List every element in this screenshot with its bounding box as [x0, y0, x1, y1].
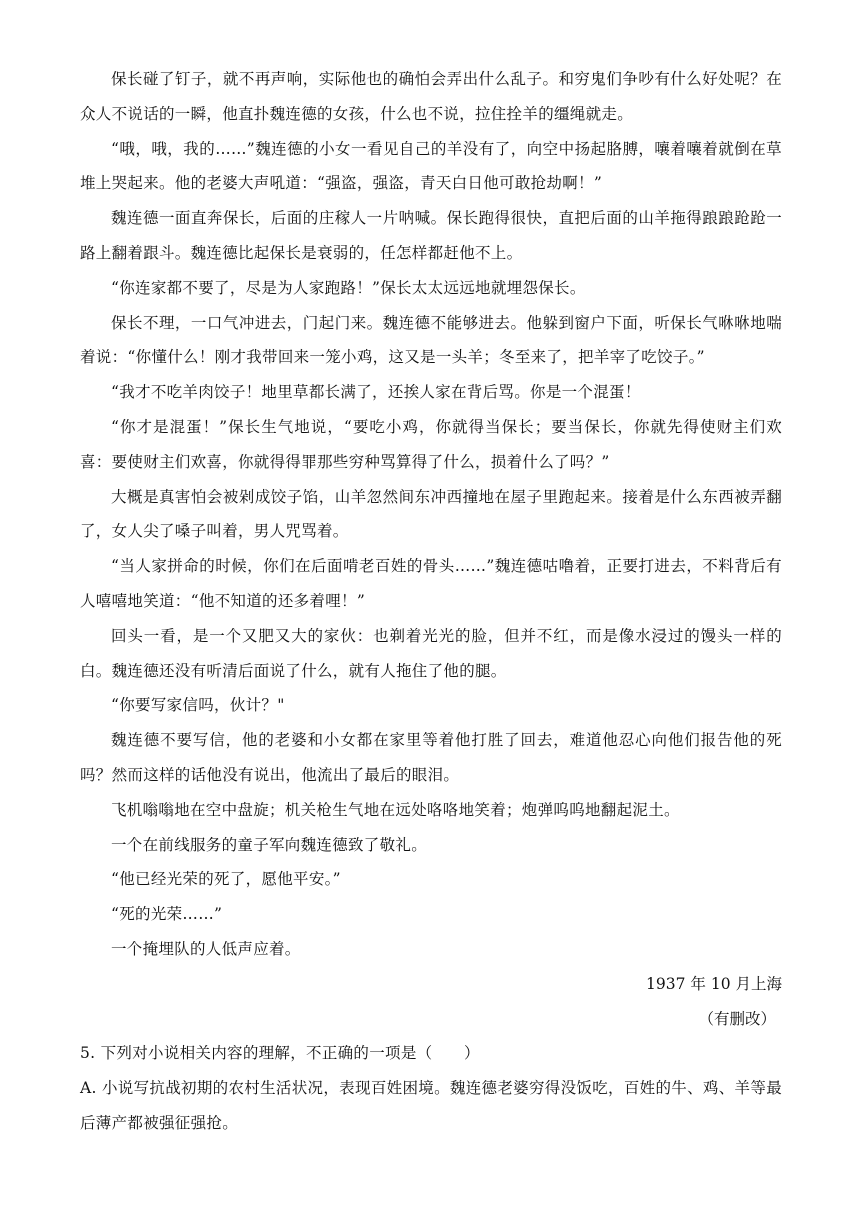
- document-page: [80, 62, 782, 1141]
- story-body: [80, 62, 782, 1036]
- paragraph-15: “他已经光荣的死了，愿他平安。”: [111, 870, 341, 889]
- paragraph-11: “你要写家信吗，伙计？": [111, 696, 285, 715]
- paragraph-8: 大概是真害怕会被剁成饺子馅，山羊忽然间东冲西撞地在屋子里跑起来。接着是什么东西被弄翻了，女人尖了嗓子叫着，男人咒骂着。: [80, 487, 782, 541]
- date-line: 1937 年 10 月上海: [646, 974, 782, 993]
- abridged-note: （有删改）: [698, 1009, 776, 1028]
- paragraph-7: “你才是混蛋！”保长生气地说，“要吃小鸡，你就得当保长；要当保长，你就先得使财主们欢喜：要使财主们欢喜，你就得得罪那些穷种骂算得了什么，损着什么了吗？”: [80, 417, 782, 471]
- paragraph-3: 魏连德一面直奔保长，后面的庄稼人一片呐喊。保长跑得很快，直把后面的山羊拖得踉踉跄跄一路上翻着跟斗。魏连德比起保长是衰弱的，任怎样都赶他不上。: [80, 209, 782, 262]
- question-stem: 5. 下列对小说相关内容的理解，不正确的一项是（ ）: [80, 1044, 480, 1063]
- paragraph-5: 保长不理，一口气冲进去，门起门来。魏连德不能够进去。他躲到窗户下面，听保长气咻咻地喘着说：“你懂什么！刚才我带回来一笼小鸡，这又是一头羊；冬至来了，把羊宰了吃饺子。”: [80, 313, 782, 367]
- paragraph-13: 飞机嗡嗡地在空中盘旋；机关枪生气地在远处咯咯地笑着；炮弹呜呜地翻起泥土。: [111, 800, 680, 819]
- paragraph-1: 保长碰了钉子，就不再声响，实际他也的确怕会弄出什么乱子。和穷鬼们争吵有什么好处呢？在众人不说话的一瞬，他直扑魏连德的女孩，什么也不说，拉住拴羊的缰绳就走。: [80, 70, 782, 123]
- paragraph-16: “死的光荣……”: [111, 905, 223, 924]
- paragraph-2: “哦，哦，我的……”魏连德的小女一看见自己的羊没有了，向空中扬起胳膊，嚷着嚷着就倒在草堆上哭起来。他的老婆大声吼道：“强盗，强盗，青天白日他可敢抢劫啊！”: [80, 139, 782, 193]
- paragraph-10: 回头一看，是一个又肥又大的家伙：也剃着光光的脸，但并不红，而是像水浸过的馒头一样的白。魏连德还没有听清后面说了什么，就有人拖住了他的腿。: [80, 626, 782, 680]
- question-block: [80, 1036, 782, 1140]
- paragraph-12: 魏连德不要写信，他的老婆和小女都在家里等着他打胜了回去，难道他忍心向他们报告他的死吗？然而这样的话他没有说出，他流出了最后的眼泪。: [80, 731, 782, 784]
- paragraph-17: 一个掩埋队的人低声应着。: [111, 939, 301, 958]
- option-a: A. 小说写抗战初期的农村生活状况，表现百姓困境。魏连德老婆穷得没饭吃，百姓的牛、鸡、羊等最后薄产都被强征强抢。: [80, 1079, 782, 1132]
- paragraph-4: “你连家都不要了，尽是为人家跑路！”保长太太远远地就埋怨保长。: [111, 278, 586, 297]
- paragraph-9: “当人家拼命的时候，你们在后面啃老百姓的骨头……”魏连德咕噜着，正要打进去，不料背后有人嘻嘻地笑道：“他不知道的还多着哩！”: [80, 557, 782, 610]
- paragraph-14: 一个在前线服务的童子军向魏连德致了敬礼。: [111, 835, 428, 854]
- paragraph-6: “我才不吃羊肉饺子！地里草都长满了，还挨人家在背后骂。你是一个混蛋！: [111, 383, 641, 402]
